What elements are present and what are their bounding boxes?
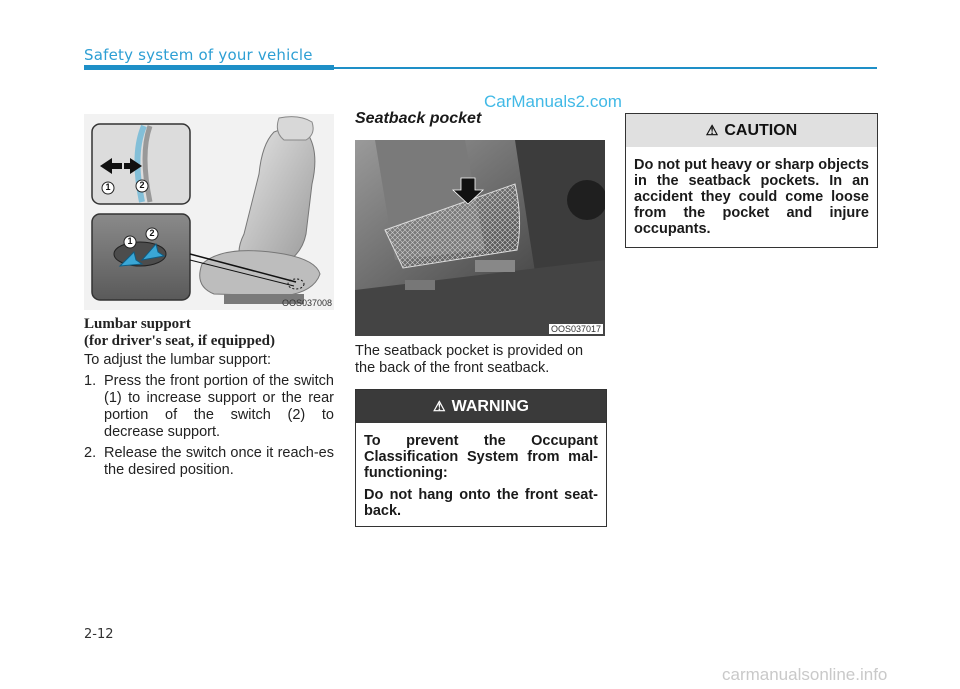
lumbar-intro: To adjust the lumbar support: xyxy=(84,352,271,368)
footer-site-mark: carmanualsonline.info xyxy=(722,665,888,684)
warning-body xyxy=(356,423,606,533)
caution-title: CAUTION xyxy=(724,121,798,139)
step-text: Press the front portion of the switch (1) to increase support or the rear portion of the switch (2) to decrease support. xyxy=(104,373,334,440)
warning-triangle-icon: ⚠ xyxy=(433,398,446,414)
step-text: Release the switch once it reach-es the desired position. xyxy=(104,445,334,478)
seat-cushion xyxy=(200,251,320,296)
pocket-photo-svg xyxy=(355,140,605,336)
page-number: 2-12 xyxy=(84,627,114,642)
caution-body: Do not put heavy or sharp objects in the seatback pockets. In an accident they could come loose from the pocket and injure occupants. xyxy=(634,157,869,237)
step-number: 1. xyxy=(84,373,97,389)
callout-1-upper: 1 xyxy=(105,182,111,192)
list-item xyxy=(84,445,334,479)
callout-1-switch: 1 xyxy=(127,236,133,246)
warning-box xyxy=(355,389,607,527)
seat-illustration-svg xyxy=(84,114,334,310)
seat-headrest xyxy=(277,117,313,140)
caution-triangle-icon: ⚠ xyxy=(705,122,719,138)
pocket-heading: Seatback pocket xyxy=(355,110,482,127)
list-item xyxy=(84,373,334,441)
caution-box xyxy=(625,113,878,248)
callout-2-upper: 2 xyxy=(139,180,145,190)
lumbar-subheading-line2: (for driver's seat, if equipped) xyxy=(84,333,275,349)
pocket-text: The seatback pocket is provided on the back of the front seatback. xyxy=(355,343,584,376)
section-title: Safety system of your vehicle xyxy=(84,46,313,64)
warning-title: WARNING xyxy=(451,397,529,415)
lumbar-subheading-line1: Lumbar support xyxy=(84,316,191,332)
caution-header xyxy=(626,114,877,147)
lumbar-steps-list xyxy=(84,373,334,483)
step-number: 2. xyxy=(84,445,97,461)
warning-header xyxy=(356,390,606,423)
lumbar-subheading xyxy=(84,316,334,350)
pocket-photo xyxy=(355,140,605,336)
image-code-lumbar: OOS037008 xyxy=(281,298,332,308)
seat-backrest xyxy=(239,129,315,266)
image-code-pocket: OOS037017 xyxy=(550,324,601,334)
watermark: CarManuals2.com xyxy=(484,92,622,111)
header-rule-thin xyxy=(334,67,877,69)
warning-paragraph: To prevent the Occupant Classification System from mal-functioning: xyxy=(364,433,598,481)
warning-paragraph: Do not hang onto the front seat-back. xyxy=(364,487,598,519)
callout-2-switch: 2 xyxy=(149,228,155,238)
header-rule-thick xyxy=(84,65,334,70)
lumbar-seat-illustration xyxy=(84,114,334,310)
